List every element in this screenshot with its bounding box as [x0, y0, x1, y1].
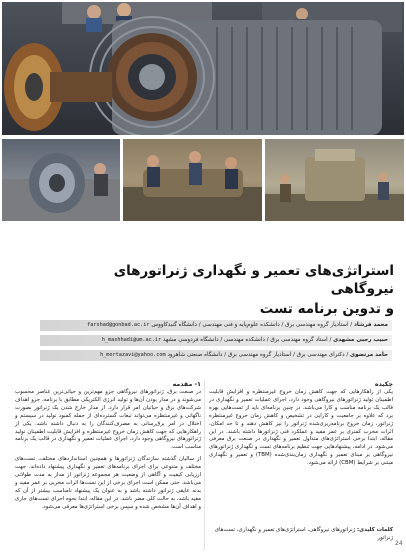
- turbine-illustration: [265, 139, 404, 221]
- author-affiliation: / استاد گروه مهندسی برق / دانشکده مهندسی / دانشگاه فردوسی مشهد: [162, 337, 332, 343]
- introduction-body: [15, 389, 201, 512]
- photo-repair-workers: [123, 139, 262, 221]
- abstract-body: یکی از راهکارهایی که جهت کاهش زمان خروج غیرمنتظره و افزایش قابلیت اطمینان تولید ژنراتورهای نیروگاهی وجود دارد، اجرای عملیات تعمیر و نگهداری در قالب یک برنامه مناسب و کارا می‌باشد. در چنین برنامه‌ای باید از تست‌هایی بهره برد که علاوه بر جامعیت و کارایی در تشخیص و کاهش زمان خروج غیرمنتظره ژنراتور، زمان خروج برنامه‌ریزی‌شده ژنراتور را نیز کاهش دهند و تا حد امکان، اثرات مخرب کمتری بر عمر مفید و عملکرد فنی ژنراتورها داشته باشند. در این مقاله، ابتدا برخی استراتژی‌های متداول تعمیر و نگهداری در صنعت برق معرفی می‌شود. در ادامه، پیشنهادهایی جهت تنظیم برنامه‌های تست و نگهداری ژنراتورهای نیروگاهی بر مبنای تعمیر و نگهداری زمان‌بندی‌شده (TBM) و تعمیر و نگهداری مبتنی بر شرایط (CBM) ارائه می‌شود.: [209, 389, 394, 467]
- column-divider: [204, 380, 205, 550]
- author-name: حبیب رجبی مشهدی: [333, 337, 388, 343]
- title-line-1: استراتژی‌های تعمیر و نگهداری ژنراتورهای نیروگاهی: [113, 263, 394, 297]
- author-row: [40, 335, 392, 346]
- title-line-2: و تدوین برنامه تست: [259, 301, 394, 317]
- workers-illustration: [123, 139, 262, 221]
- article-title: [94, 262, 394, 318]
- keywords-section: [209, 527, 393, 543]
- author-affiliation: / استادیار گروه مهندسی برق / دانشکده علوم‌پایه و فنی مهندسی / دانشگاه گنبدکاووس: [151, 322, 353, 328]
- photo-collage: [0, 0, 406, 222]
- page-number: 24: [395, 540, 403, 547]
- photo-turbine-hall: [265, 139, 404, 221]
- inspection-illustration: [2, 139, 120, 221]
- abstract-section: [209, 381, 393, 468]
- photo-generator-inspection: [2, 139, 120, 221]
- introduction-paragraph: از سالیان گذشته سازندگان ژنراتورها و همچنین استانداردهای مختلف، تست‌های مختلف و متنوعی برای اجرای برنامه‌های تعمیر و نگهداری پیشنهاد داده‌اند. جهت ارزیابی کیفیت و آگاهی از وضعیت هر مجموعه ژنراتور از مدار به مدت طولانی می‌باشد. حتی ممکن است اجرای برخی از این تست‌ها اثرات مخربی بر عمر مفید و بدنه عایقی ژنراتور داشته باشد و به عنوان یک پیشنهاد نامناسب بیشتر از آن که مفید باشد، به حالت کلی مضر باشد. در این مقاله، ابتدا نحوه اجرای تست‌های جاری و اهداف آن‌ها مشخص شده و سپس برخی استراتژی‌ها معرفی می‌شود.: [15, 456, 201, 510]
- author-name: حامد مرتضوی: [350, 352, 388, 358]
- author-row: [40, 350, 392, 361]
- author-email[interactable]: farshad@gonbad.ac.ir: [87, 322, 150, 328]
- keywords-text: ژنراتورهای نیروگاهی، استراتژی‌های تعمیر و نگهداری، تست‌های ژنراتور: [214, 527, 393, 541]
- author-email[interactable]: h_mashhadi@um.ac.ir: [101, 337, 162, 343]
- keywords-label: کلمات کلیدی:: [356, 527, 393, 533]
- author-affiliation: / دکترای مهندسی برق / استادیار گروه مهندسی برق / دانشگاه صنعتی شاهرود: [167, 352, 349, 358]
- introduction-heading: ۱- مقدمه: [172, 381, 201, 388]
- author-row: [40, 320, 392, 331]
- introduction-paragraph: در صنعت برق، ژنراتورهای نیروگاهی جزو مهم‌ترین و حیاتی‌ترین عناصر محسوب می‌شوند و در مدار بودن آن‌ها و تولید انرژی الکتریکی مطابق با برنامه، جزو اهداف شرکت‌های برق و حیاتیان امر قرار دارد. از مدار خارج شدن یک ژنراتور بصورت ناگهانی و غیرمنتظره می‌تواند تبعات گسترده‌ای از جمله کمبود تولید در سیستم و اختلال در امر برق‌رسانی به مصرف‌کنندگان را به دنبال داشته باشد. یکی از راهکارهایی که جهت کاهش زمان خروج غیرمنتظره و افزایش قابلیت اطمینان تولید ژنراتورهای نیروگاهی وجود دارد، اجرای عملیات تعمیر و نگهداری در قالب یک برنامه مناسب است.: [15, 389, 201, 451]
- author-email[interactable]: h_mortazavi@yahoo.com: [100, 352, 166, 358]
- introduction-section: [15, 381, 201, 516]
- generator-illustration: [2, 2, 404, 135]
- abstract-heading: چکیده: [374, 381, 393, 388]
- photo-generator-workshop: [2, 2, 404, 135]
- author-list: [40, 320, 392, 365]
- author-name: محمد فرشاد: [353, 322, 388, 328]
